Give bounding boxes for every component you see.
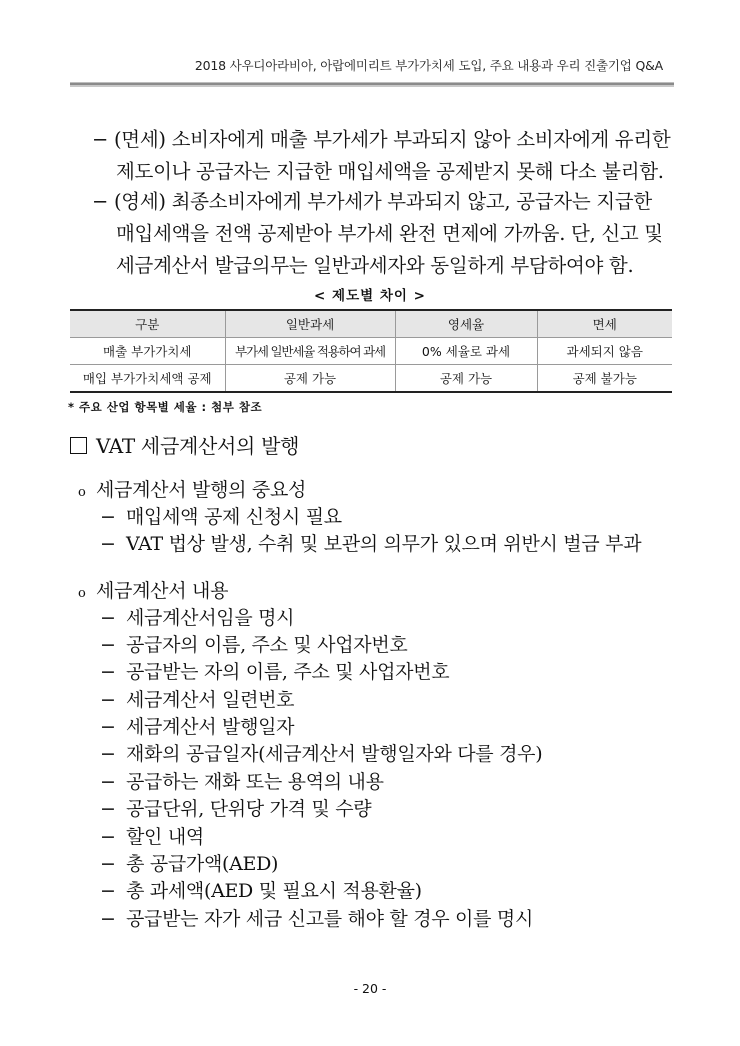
list-item xyxy=(100,657,449,684)
list-item-text: 세금계산서임을 명시 xyxy=(126,607,295,629)
list-item xyxy=(100,529,641,556)
table-caption: < 제도별 차이 > xyxy=(314,288,426,304)
list-item-text: 세금계산서 일련번호 xyxy=(126,689,295,711)
list-item xyxy=(100,685,294,712)
dash-marker: − xyxy=(100,908,116,930)
running-header-title: 2018 사우디아라비아, 아랍에미리트 부가가치세 도입, 주요 내용과 우리 진출기업 Q&A xyxy=(194,58,663,73)
table-cell: 0% 세율로 과세 xyxy=(395,338,537,365)
paragraph-zero-rated xyxy=(92,186,672,282)
section-heading xyxy=(70,430,299,459)
dash-marker: − xyxy=(100,533,116,555)
paragraph-tax-exempt xyxy=(92,124,672,188)
table-cell: 매입 부가가치세액 공제 xyxy=(70,365,225,393)
dash-marker: − xyxy=(100,798,116,820)
dash-marker: − xyxy=(100,771,116,793)
list-item-text: 공급단위, 단위당 가격 및 수량 xyxy=(126,798,372,820)
list-item-text: 세금계산서 발행일자 xyxy=(126,716,295,738)
checkbox-square-icon xyxy=(70,437,87,454)
list-item xyxy=(100,904,533,931)
column-header: 영세율 xyxy=(395,310,537,338)
table-footnote: * 주요 산업 항목별 세율 : 첨부 참조 xyxy=(68,400,263,414)
dash-marker: − xyxy=(100,743,116,765)
dash-marker: − xyxy=(92,128,109,151)
paragraph-line: 세금계산서 발급의무는 일반과세자와 동일하게 부담하여야 함. xyxy=(116,254,634,277)
dash-marker: − xyxy=(100,661,116,683)
list-item xyxy=(100,822,204,849)
table-cell: 부가세 일반세율 적용하여 과세 xyxy=(225,338,395,365)
section-title: VAT 세금계산서의 발행 xyxy=(96,434,300,458)
list-item xyxy=(100,876,422,903)
circle-bullet-icon: o xyxy=(78,586,86,601)
list-item xyxy=(100,630,407,657)
table-header-row xyxy=(70,310,672,338)
column-header: 일반과세 xyxy=(225,310,395,338)
list-item-text: 공급받는 자의 이름, 주소 및 사업자번호 xyxy=(126,661,450,683)
list-item xyxy=(100,712,294,739)
table-row xyxy=(70,338,672,365)
page-number: - 20 - xyxy=(353,981,387,996)
dash-marker: − xyxy=(100,634,116,656)
paragraph-line: 매입세액을 전액 공제받아 부가세 완전 면제에 가까움. 단, 신고 및 xyxy=(116,222,663,245)
system-comparison-table xyxy=(70,309,672,393)
dash-marker: − xyxy=(100,826,116,848)
dash-marker: − xyxy=(100,689,116,711)
dash-marker: − xyxy=(100,506,116,528)
list-item xyxy=(100,502,342,529)
dash-marker: − xyxy=(100,853,116,875)
list-item-text: 총 과세액(AED 및 필요시 적용환율) xyxy=(126,880,422,902)
list-item-text: 공급받는 자가 세금 신고를 해야 할 경우 이를 명시 xyxy=(126,908,533,930)
list-item xyxy=(100,739,542,766)
list-item-text: 공급자의 이름, 주소 및 사업자번호 xyxy=(126,634,408,656)
column-header: 구분 xyxy=(70,310,225,338)
header-rule xyxy=(70,82,674,87)
paragraph-line: (면세) 소비자에게 매출 부가세가 부과되지 않아 소비자에게 유리한 xyxy=(114,128,671,151)
list-item-text: VAT 법상 발생, 수취 및 보관의 의무가 있으며 위반시 벌금 부과 xyxy=(126,533,642,555)
paragraph-line: 제도이나 공급자는 지급한 매입세액을 공제받지 못해 다소 불리함. xyxy=(116,160,664,183)
list-item xyxy=(100,849,278,876)
table-cell: 매출 부가가치세 xyxy=(70,338,225,365)
circle-bullet-icon: o xyxy=(78,485,86,500)
list-item-text: 재화의 공급일자(세금계산서 발행일자와 다를 경우) xyxy=(126,743,543,765)
dash-marker: − xyxy=(92,190,109,213)
list-item xyxy=(100,794,371,821)
table-cell: 공제 가능 xyxy=(395,365,537,393)
list-item xyxy=(100,767,384,794)
list-item-text: 매입세액 공제 신청시 필요 xyxy=(126,506,342,528)
table-cell: 과세되지 않음 xyxy=(537,338,672,365)
subsection-importance xyxy=(78,475,306,502)
list-item xyxy=(100,603,294,630)
dash-marker: − xyxy=(100,716,116,738)
subsection-title: 세금계산서 내용 xyxy=(96,580,229,602)
dash-marker: − xyxy=(100,880,116,902)
paragraph-line: (영세) 최종소비자에게 부가세가 부과되지 않고, 공급자는 지급한 xyxy=(114,190,652,213)
table-cell: 공제 불가능 xyxy=(537,365,672,393)
column-header: 면세 xyxy=(537,310,672,338)
table-cell: 공제 가능 xyxy=(225,365,395,393)
list-item-text: 할인 내역 xyxy=(126,826,204,848)
subsection-contents xyxy=(78,576,228,603)
list-item-text: 공급하는 재화 또는 용역의 내용 xyxy=(126,771,384,793)
list-item-text: 총 공급가액(AED) xyxy=(126,853,279,875)
table-row xyxy=(70,365,672,393)
subsection-title: 세금계산서 발행의 중요성 xyxy=(96,479,307,501)
dash-marker: − xyxy=(100,607,116,629)
